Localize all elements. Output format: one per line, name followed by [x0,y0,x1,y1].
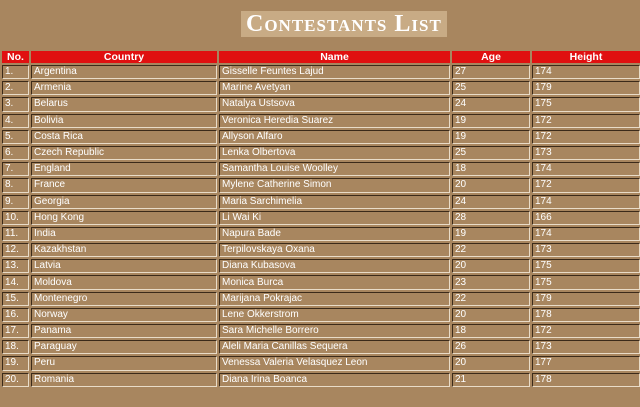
cell-age: 24 [452,97,530,111]
cell-name: Terpilovskaya Oxana [219,243,450,257]
cell-height: 175 [532,259,640,273]
cell-name: Monica Burca [219,275,450,289]
cell-country: Bolivia [31,114,217,128]
table-row [2,97,640,111]
cell-age: 27 [452,65,530,79]
table-row [2,243,640,257]
table-row [2,356,640,370]
cell-name: Samantha Louise Woolley [219,162,450,176]
cell-age: 18 [452,324,530,338]
cell-name: Lenka Olbertova [219,146,450,160]
cell-age: 18 [452,162,530,176]
table-row [2,227,640,241]
table-row [2,324,640,338]
cell-country: Czech Republic [31,146,217,160]
cell-age: 25 [452,81,530,95]
cell-country: Peru [31,356,217,370]
cell-name: Marijana Pokrajac [219,292,450,306]
cell-name: Marine Avetyan [219,81,450,95]
cell-no: 3. [2,97,29,111]
cell-age: 21 [452,373,530,387]
cell-country: Georgia [31,195,217,209]
header-age: Age [452,51,530,63]
cell-age: 19 [452,114,530,128]
cell-age: 20 [452,178,530,192]
cell-age: 19 [452,130,530,144]
cell-height: 173 [532,340,640,354]
table-header [2,51,640,63]
table-row [2,275,640,289]
table-row [2,114,640,128]
cell-age: 22 [452,243,530,257]
table-row [2,308,640,322]
table-row [2,259,640,273]
cell-no: 18. [2,340,29,354]
cell-name: Aleli Maria Canillas Sequera [219,340,450,354]
cell-age: 26 [452,340,530,354]
header-country: Country [31,51,217,63]
cell-country: Argentina [31,65,217,79]
cell-country: Norway [31,308,217,322]
cell-name: Diana Irina Boanca [219,373,450,387]
cell-no: 14. [2,275,29,289]
table-row [2,81,640,95]
cell-age: 22 [452,292,530,306]
cell-country: India [31,227,217,241]
cell-name: Veronica Heredia Suarez [219,114,450,128]
cell-no: 12. [2,243,29,257]
cell-height: 178 [532,373,640,387]
cell-no: 8. [2,178,29,192]
cell-name: Natalya Ustsova [219,97,450,111]
cell-country: Kazakhstan [31,243,217,257]
table-row [2,146,640,160]
cell-height: 173 [532,243,640,257]
cell-no: 7. [2,162,29,176]
table-row [2,211,640,225]
cell-age: 23 [452,275,530,289]
cell-height: 174 [532,65,640,79]
cell-height: 172 [532,130,640,144]
cell-height: 177 [532,356,640,370]
cell-no: 16. [2,308,29,322]
cell-name: Li Wai Ki [219,211,450,225]
cell-age: 20 [452,259,530,273]
cell-country: Belarus [31,97,217,111]
cell-no: 2. [2,81,29,95]
table-row [2,292,640,306]
cell-height: 173 [532,146,640,160]
cell-country: France [31,178,217,192]
cell-no: 4. [2,114,29,128]
cell-country: Panama [31,324,217,338]
header-row [2,51,640,63]
cell-no: 15. [2,292,29,306]
cell-height: 166 [532,211,640,225]
cell-no: 17. [2,324,29,338]
cell-name: Allyson Alfaro [219,130,450,144]
table-row [2,65,640,79]
cell-name: Napura Bade [219,227,450,241]
cell-name: Sara Michelle Borrero [219,324,450,338]
table-row [2,373,640,387]
title-area [0,0,640,49]
cell-height: 172 [532,178,640,192]
table-row [2,162,640,176]
cell-height: 174 [532,227,640,241]
cell-age: 24 [452,195,530,209]
cell-no: 11. [2,227,29,241]
cell-no: 5. [2,130,29,144]
header-no: No. [2,51,29,63]
cell-height: 175 [532,275,640,289]
cell-no: 19. [2,356,29,370]
cell-name: Maria Sarchimelia [219,195,450,209]
cell-height: 178 [532,308,640,322]
cell-height: 172 [532,324,640,338]
header-name: Name [219,51,450,63]
table-row [2,178,640,192]
cell-age: 20 [452,308,530,322]
cell-no: 10. [2,211,29,225]
cell-country: England [31,162,217,176]
cell-no: 1. [2,65,29,79]
cell-age: 20 [452,356,530,370]
cell-country: Latvia [31,259,217,273]
cell-age: 28 [452,211,530,225]
cell-country: Hong Kong [31,211,217,225]
cell-country: Armenia [31,81,217,95]
cell-country: Montenegro [31,292,217,306]
cell-height: 174 [532,195,640,209]
cell-height: 175 [532,97,640,111]
cell-country: Costa Rica [31,130,217,144]
header-height: Height [532,51,640,63]
cell-age: 25 [452,146,530,160]
cell-height: 179 [532,81,640,95]
cell-height: 174 [532,162,640,176]
cell-name: Venessa Valeria Velasquez Leon [219,356,450,370]
cell-name: Gisselle Feuntes Lajud [219,65,450,79]
cell-name: Mylene Catherine Simon [219,178,450,192]
page-title: Contestants List [241,11,447,37]
cell-name: Diana Kubasova [219,259,450,273]
table-row [2,195,640,209]
cell-name: Lene Okkerstrom [219,308,450,322]
cell-height: 179 [532,292,640,306]
cell-country: Moldova [31,275,217,289]
contestants-table [0,49,640,389]
table-row [2,340,640,354]
cell-age: 19 [452,227,530,241]
cell-country: Romania [31,373,217,387]
table-row [2,130,640,144]
cell-no: 13. [2,259,29,273]
cell-no: 20. [2,373,29,387]
table-body [2,65,640,387]
cell-height: 172 [532,114,640,128]
cell-no: 6. [2,146,29,160]
cell-no: 9. [2,195,29,209]
cell-country: Paraguay [31,340,217,354]
